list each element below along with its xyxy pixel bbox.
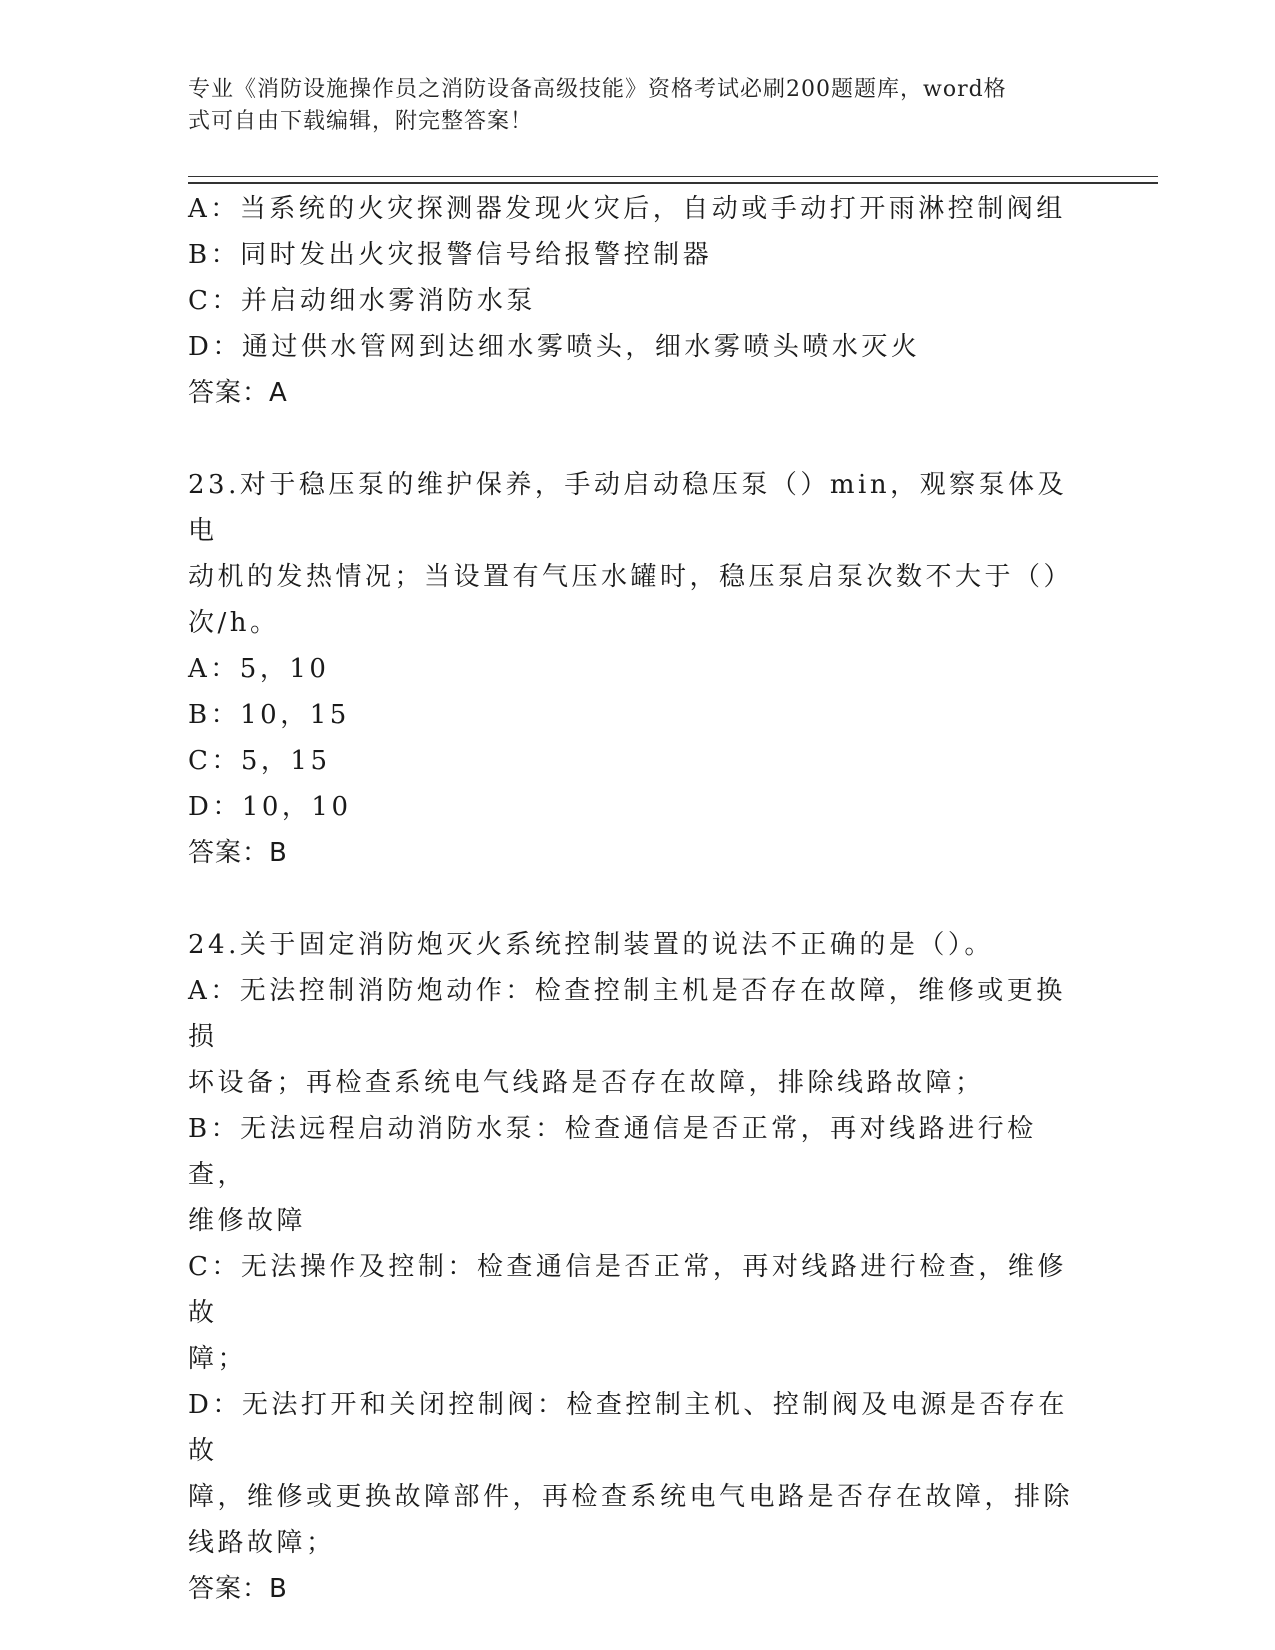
answer-label: 答案：A [188, 378, 288, 408]
option-c: C：并启动细水雾消防水泵 [188, 286, 536, 316]
question-22 [188, 186, 1088, 416]
header-line-1: 专业《消防设施操作员之消防设备高级技能》资格考试必刷200题题库，word格 [188, 77, 1007, 102]
option-d-line-1: D：无法打开和关闭控制阀：检查控制主机、控制阀及电源是否存在故 [188, 1390, 1068, 1466]
document-header [188, 74, 1068, 138]
answer-label: 答案：B [188, 838, 288, 868]
question-stem-line: 24.关于固定消防炮灭火系统控制装置的说法不正确的是（）。 [188, 930, 994, 960]
option-d-line-3: 线路故障； [188, 1528, 336, 1558]
option-a: A：当系统的火灾探测器发现火灾后，自动或手动打开雨淋控制阀组 [188, 194, 1066, 224]
option-d-line-2: 障，维修或更换故障部件，再检查系统电气电路是否存在故障，排除 [188, 1482, 1074, 1512]
header-line-2: 式可自由下载编辑，附完整答案！ [188, 109, 534, 134]
option-c-line-1: C：无法操作及控制：检查通信是否正常，再对线路进行检查，维修故 [188, 1252, 1067, 1328]
spacer [188, 876, 1088, 922]
option-c-line-2: 障； [188, 1344, 248, 1374]
option-b-line-1: B：无法远程启动消防水泵：检查通信是否正常，再对线路进行检查， [188, 1114, 1037, 1190]
question-content [188, 186, 1088, 1612]
question-stem-line: 次/h。 [188, 608, 280, 638]
option-a-line-1: A：无法控制消防炮动作：检查控制主机是否存在故障，维修或更换损 [188, 976, 1066, 1052]
question-24 [188, 922, 1088, 1612]
option-d: D：通过供水管网到达细水雾喷头，细水雾喷头喷水灭火 [188, 332, 921, 362]
answer-label: 答案：B [188, 1574, 288, 1604]
header-divider-thin [188, 176, 1158, 177]
option-c: C：5，15 [188, 746, 331, 776]
option-a-line-2: 坏设备；再检查系统电气线路是否存在故障，排除线路故障； [188, 1068, 985, 1098]
option-d: D：10，10 [188, 792, 352, 822]
option-a: A：5，10 [188, 654, 330, 684]
question-stem-line: 23.对于稳压泵的维护保养，手动启动稳压泵（）min，观察泵体及电 [188, 470, 1068, 546]
header-divider-thick [188, 182, 1158, 184]
option-b: B：10，15 [188, 700, 350, 730]
option-b: B：同时发出火灾报警信号给报警控制器 [188, 240, 713, 270]
question-23 [188, 462, 1088, 876]
spacer [188, 416, 1088, 462]
question-stem-line: 动机的发热情况；当设置有气压水罐时，稳压泵启泵次数不大于（） [188, 562, 1074, 592]
option-b-line-2: 维修故障 [188, 1206, 307, 1236]
